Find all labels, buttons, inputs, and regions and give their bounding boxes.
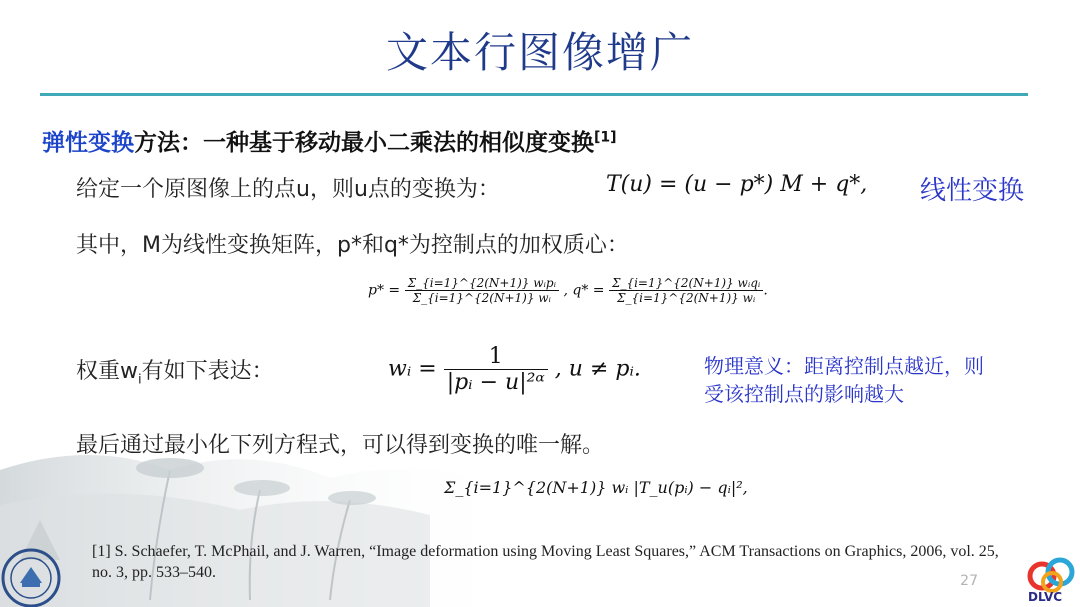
weight-label-sub: i: [138, 372, 142, 388]
centroid-q-denominator: Σ_{i=1}^{2(N+1)} wᵢ: [617, 291, 756, 305]
centroid-q-lhs: , q* =: [563, 282, 605, 299]
given-point-line: [76, 172, 500, 203]
weight-line: [76, 354, 274, 387]
dlvc-logo-text: DLVC: [1028, 590, 1063, 604]
university-seal-logo: [0, 547, 62, 607]
centroid-equation: p* = $\frac{\text{Σ\_\{i=1\}\textasciicircum{}\{2(N+1)\} wᵢpᵢ}}{\text{Σ\_\{i=1\}\textasciicircum{}\{2(N+1)\} wᵢ}}$ , q* = $\frac{\text{Σ\_\{i=1\}\textasciicircum{}\{2(N+1)\} wᵢqᵢ}}{\text{Σ\_\{i=1\}\textasciicircum{}\{2(N+1)\} wᵢ}}$ .: [368, 276, 768, 305]
physical-meaning-line1: 物理意义：距离控制点越近，则: [704, 354, 984, 378]
weight-label-prefix: 权重w: [76, 359, 138, 384]
heading-text: 方法：一种基于移动最小二乘法的相似度变换: [134, 130, 594, 156]
transform-equation: T(u) = (u − p*) M + q*,: [606, 172, 868, 197]
centroid-q-fraction: [609, 276, 763, 305]
slide-title: 文本行图像增广: [385, 28, 694, 77]
physical-meaning-line2: 受该控制点的影响越大: [704, 382, 904, 406]
page-number: 27: [960, 573, 978, 589]
centroid-p-numerator: Σ_{i=1}^{2(N+1)} wᵢpᵢ: [405, 276, 559, 291]
linear-transform-label: 线性变换: [920, 176, 1025, 206]
heading-citation: [1]: [594, 129, 617, 146]
objective-equation: Σ_{i=1}^{2(N+1)} wᵢ |T_u(pᵢ) − qᵢ|²,: [444, 478, 748, 497]
where-line: 其中，M为线性变换矩阵，p*和q*为控制点的加权质心：: [76, 233, 629, 258]
centroid-p-denominator: Σ_{i=1}^{2(N+1)} wᵢ: [412, 291, 551, 305]
weight-lhs: wᵢ =: [388, 356, 437, 382]
weight-fraction: [444, 344, 548, 395]
final-line: 最后通过最小化下列方程式，可以得到变换的唯一解。: [76, 433, 605, 458]
weight-denominator: |pᵢ − u|²ᵅ: [446, 370, 545, 395]
weight-equation: [388, 344, 641, 395]
weight-numerator: 1: [444, 344, 548, 370]
centroid-q-numerator: Σ_{i=1}^{2(N+1)} wᵢqᵢ: [609, 276, 763, 291]
reference-citation: [1] S. Schaefer, T. McPhail, and J. Warren, “Image deformation using Moving Least Squares,” ACM Transactions on Graphics, 2006, vol. 25, no. 3, pp. 533–540.: [92, 543, 999, 581]
physical-meaning-note: [704, 352, 984, 408]
heading-highlight: 弹性变换: [42, 130, 134, 156]
section-heading: [42, 124, 617, 157]
centroid-p-lhs: p* =: [368, 282, 401, 299]
centroid-p-fraction: [405, 276, 559, 305]
given-point-text: 给定一个原图像上的点u，则u点的变换为：: [76, 177, 500, 202]
title-divider: [40, 93, 1028, 96]
weight-tail: , u ≠ pᵢ.: [554, 356, 641, 382]
weight-label-suffix: 有如下表达：: [141, 359, 274, 384]
